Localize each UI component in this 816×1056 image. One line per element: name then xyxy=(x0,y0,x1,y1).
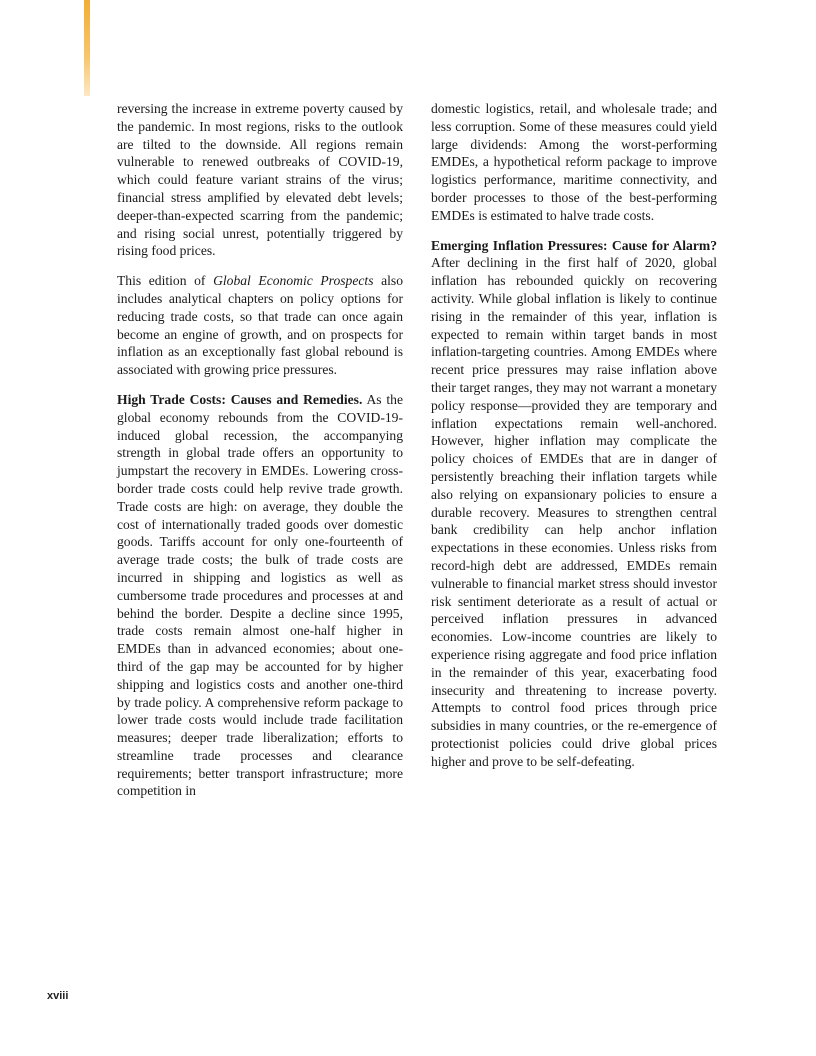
paragraph-trade-reforms: domestic logistics, retail, and wholesale trade; and less corruption. Some of these measures could yield large dividends: Among the worst-performing EMDEs, a hypothetical reform package to improve logistics performance, maritime connectivity, and border processes to those of the best-performing EMDEs is estimated to halve trade costs. xyxy=(431,101,717,223)
paragraph-inflation xyxy=(431,237,717,771)
paragraph-trade-costs xyxy=(117,391,403,800)
intro-text: This edition of xyxy=(117,273,214,289)
left-column xyxy=(117,100,403,800)
right-column xyxy=(431,100,717,770)
trade-costs-body: As the global economy rebounds from the COVID-19-induced global recession, the accompanying strength in global trade offers an opportunity to jumpstart the recovery in EMDEs. Lowering cross-border trade costs could help revive trade growth. Trade costs are high: on average, they double the cost of internationally traded goods over domestic goods. Tariffs account for only one-fourteenth of average trade costs; the bulk of trade costs are incurred in shipping and logistics as well as cumbersome trade procedures and processes at and behind the border. Despite a decline since 1995, trade costs remain almost one-half higher in EMDEs than in advanced economies; about one-third of the gap may be accounted for by higher shipping and logistics costs and another one-third by trade policy. A comprehensive reform package to lower trade costs would include trade facilitation measures; deeper trade liberalization; efforts to streamline trade processes and clearance requirements; better transport infrastructure; more competition in xyxy=(117,391,403,799)
section-heading-trade-costs: High Trade Costs: Causes and Remedies. xyxy=(117,391,363,407)
inflation-body: After declining in the first half of 2020, global inflation has rebounded quickly on recovering activity. While global inflation is likely to continue rising in the remainder of this year, inflation is expected to remain within target bands in most inflation-targeting countries. Among EMDEs where recent price pressures may raise inflation above their target ranges, they may not warrant a monetary policy response—provided they are temporary and inflation expectations remain well-anchored. However, higher inflation may complicate the policy choices of EMDEs that are in danger of persistently breaching their inflation targets while also relying on expansionary policies to ensure a durable recovery. Measures to strengthen central bank credibility can help anchor inflation expectations in these economies. Unless risks from record-high debt are addressed, EMDEs remain vulnerable to financial market stress should investor risk sentiment deteriorate as a result of actual or perceived inflation pressures in advanced economies. Low-income countries are likely to experience rising aggregate and food price inflation in the remainder of this year, exacerbating food insecurity and threatening to increase poverty. Attempts to control food prices through price subsidies in many countries, or the re-emergence of protectionist policies could drive global prices higher and prove to be self-defeating. xyxy=(431,255,717,769)
section-heading-inflation: Emerging Inflation Pressures: Cause for Alarm? xyxy=(431,237,717,253)
accent-bar xyxy=(84,0,90,96)
page-number: xviii xyxy=(47,990,69,1002)
paragraph-poverty-risks: reversing the increase in extreme poverty caused by the pandemic. In most regions, risks to the outlook are tilted to the downside. All regions remain vulnerable to renewed outbreaks of COVID-19, which could feature variant strains of the virus; financial stress amplified by elevated debt levels; deeper-than-expected scarring from the pandemic; and rising social unrest, potentially triggered by rising food prices. xyxy=(117,101,403,259)
intro-text-cont: also includes analytical chapters on policy options for reducing trade costs, so that trade can once again become an engine of growth, and on prospects for inflation as an exceptionally fast global rebound is associated with growing price pressures. xyxy=(117,273,403,378)
publication-title: Global Economic Prospects xyxy=(213,273,374,289)
paragraph-edition-intro xyxy=(117,272,403,379)
